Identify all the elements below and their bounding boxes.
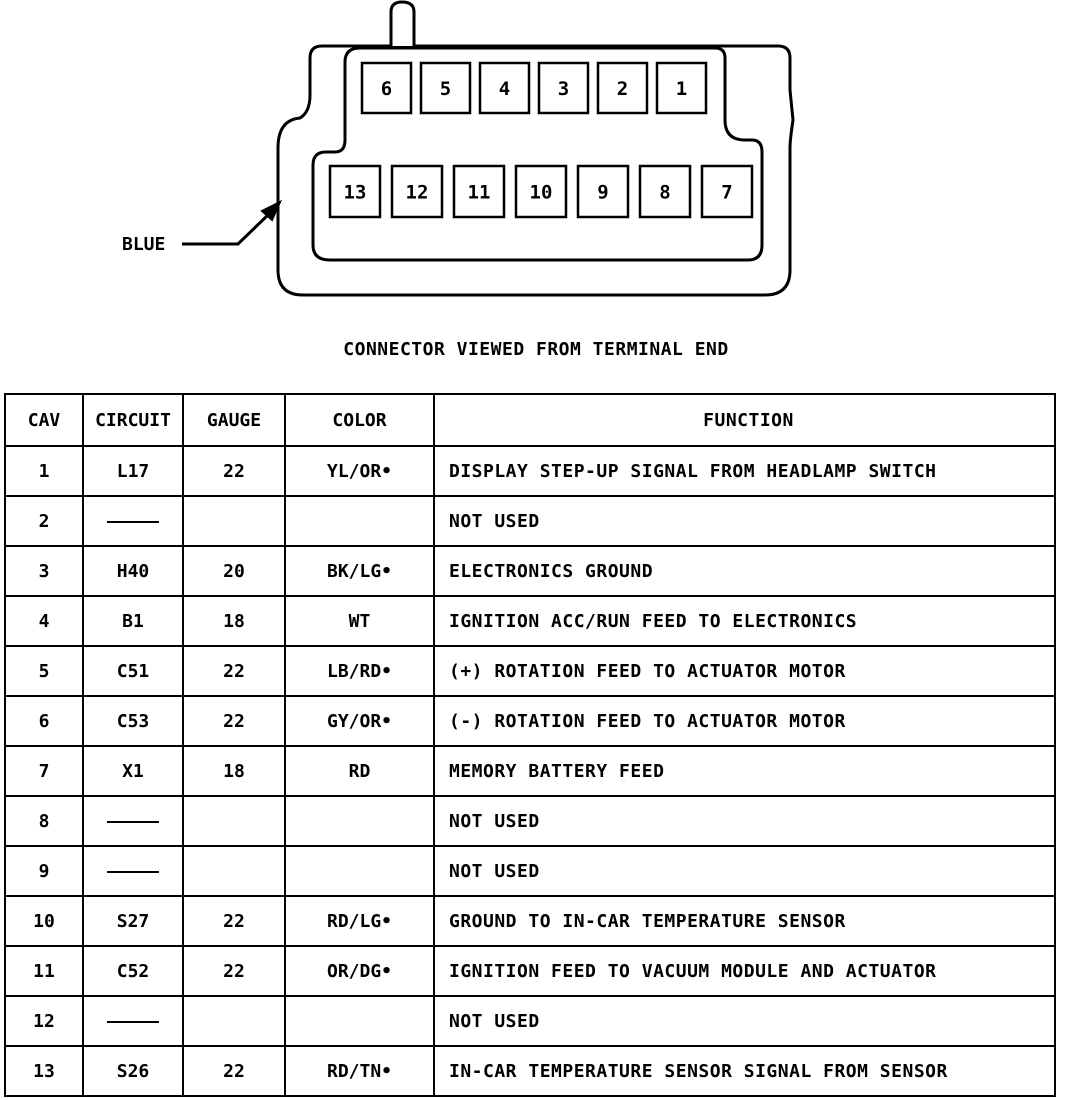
cell-function: (-) ROTATION FEED TO ACTUATOR MOTOR bbox=[434, 696, 1055, 746]
cavity-number-13: 13 bbox=[343, 181, 367, 204]
cell-cav: 1 bbox=[5, 446, 83, 496]
cavity-number-5: 5 bbox=[439, 78, 452, 100]
cell-function: MEMORY BATTERY FEED bbox=[434, 746, 1055, 796]
cavity-number-3: 3 bbox=[557, 78, 570, 100]
cell-gauge bbox=[183, 846, 285, 896]
cell-color bbox=[285, 996, 434, 1046]
cell-function: (+) ROTATION FEED TO ACTUATOR MOTOR bbox=[434, 646, 1055, 696]
table-row bbox=[5, 946, 1055, 996]
cell-circuit: C53 bbox=[83, 696, 183, 746]
cell-gauge: 22 bbox=[183, 946, 285, 996]
table-row bbox=[5, 546, 1055, 596]
cell-cav: 3 bbox=[5, 546, 83, 596]
cell-cav: 2 bbox=[5, 496, 83, 546]
table-row bbox=[5, 446, 1055, 496]
cell-circuit: S27 bbox=[83, 896, 183, 946]
not-used-dash bbox=[107, 871, 159, 873]
not-used-dash bbox=[107, 521, 159, 523]
connector-latch-tab bbox=[391, 2, 414, 46]
cell-color: RD bbox=[285, 746, 434, 796]
cavity-number-6: 6 bbox=[380, 78, 393, 100]
cell-color: RD/LG• bbox=[285, 896, 434, 946]
header-circuit: CIRCUIT bbox=[83, 394, 183, 446]
cell-gauge bbox=[183, 996, 285, 1046]
table-row bbox=[5, 646, 1055, 696]
cell-color bbox=[285, 796, 434, 846]
cell-function: IGNITION FEED TO VACUUM MODULE AND ACTUATOR bbox=[434, 946, 1055, 996]
table-row bbox=[5, 746, 1055, 796]
cell-color: OR/DG• bbox=[285, 946, 434, 996]
cell-function: GROUND TO IN-CAR TEMPERATURE SENSOR bbox=[434, 896, 1055, 946]
not-used-dash bbox=[107, 821, 159, 823]
cell-color: BK/LG• bbox=[285, 546, 434, 596]
cell-cav: 5 bbox=[5, 646, 83, 696]
cell-color bbox=[285, 846, 434, 896]
cell-color: WT bbox=[285, 596, 434, 646]
blue-leader-line bbox=[182, 213, 270, 244]
table-row bbox=[5, 796, 1055, 846]
header-function: FUNCTION bbox=[434, 394, 1055, 446]
connector-diagram bbox=[0, 0, 1072, 310]
cell-cav: 4 bbox=[5, 596, 83, 646]
housing-color-label: BLUE bbox=[122, 234, 166, 255]
cell-cav: 7 bbox=[5, 746, 83, 796]
cavity-number-9: 9 bbox=[597, 181, 609, 204]
cell-color: RD/TN• bbox=[285, 1046, 434, 1096]
table-body bbox=[5, 446, 1055, 1096]
cell-circuit: S26 bbox=[83, 1046, 183, 1096]
cell-circuit bbox=[83, 846, 183, 896]
table-header-row bbox=[5, 394, 1055, 446]
header-gauge: GAUGE bbox=[183, 394, 285, 446]
cell-function: ELECTRONICS GROUND bbox=[434, 546, 1055, 596]
cell-function: IN-CAR TEMPERATURE SENSOR SIGNAL FROM SENSOR bbox=[434, 1046, 1055, 1096]
table-row bbox=[5, 696, 1055, 746]
table-row bbox=[5, 596, 1055, 646]
cavity-number-10: 10 bbox=[529, 181, 553, 204]
connector-housing bbox=[278, 46, 793, 295]
cavity-number-2: 2 bbox=[616, 78, 629, 100]
cell-circuit: C51 bbox=[83, 646, 183, 696]
cell-function: DISPLAY STEP-UP SIGNAL FROM HEADLAMP SWITCH bbox=[434, 446, 1055, 496]
cell-cav: 6 bbox=[5, 696, 83, 746]
cell-gauge: 22 bbox=[183, 696, 285, 746]
cell-circuit: C52 bbox=[83, 946, 183, 996]
bottom-row-cavities bbox=[330, 166, 752, 217]
cell-gauge: 22 bbox=[183, 646, 285, 696]
cell-gauge bbox=[183, 496, 285, 546]
cell-cav: 10 bbox=[5, 896, 83, 946]
cell-circuit bbox=[83, 496, 183, 546]
cell-function: NOT USED bbox=[434, 996, 1055, 1046]
cell-function: NOT USED bbox=[434, 496, 1055, 546]
cavity-number-11: 11 bbox=[467, 181, 491, 204]
table-row bbox=[5, 496, 1055, 546]
cavity-number-7: 7 bbox=[721, 181, 733, 204]
diagram-caption: CONNECTOR VIEWED FROM TERMINAL END bbox=[343, 339, 729, 360]
cell-color: GY/OR• bbox=[285, 696, 434, 746]
table-row bbox=[5, 996, 1055, 1046]
cell-cav: 13 bbox=[5, 1046, 83, 1096]
header-cav: CAV bbox=[5, 394, 83, 446]
cell-gauge: 18 bbox=[183, 596, 285, 646]
cell-circuit bbox=[83, 796, 183, 846]
table-row bbox=[5, 846, 1055, 896]
cell-circuit: B1 bbox=[83, 596, 183, 646]
cell-gauge: 18 bbox=[183, 746, 285, 796]
cavity-number-4: 4 bbox=[498, 78, 511, 100]
cell-circuit: H40 bbox=[83, 546, 183, 596]
cell-cav: 9 bbox=[5, 846, 83, 896]
cell-function: NOT USED bbox=[434, 796, 1055, 846]
table-row bbox=[5, 1046, 1055, 1096]
cell-circuit: X1 bbox=[83, 746, 183, 796]
cell-gauge: 22 bbox=[183, 1046, 285, 1096]
cell-cav: 12 bbox=[5, 996, 83, 1046]
cell-color: YL/OR• bbox=[285, 446, 434, 496]
cell-gauge: 20 bbox=[183, 546, 285, 596]
cell-function: IGNITION ACC/RUN FEED TO ELECTRONICS bbox=[434, 596, 1055, 646]
not-used-dash bbox=[107, 1021, 159, 1023]
cell-gauge: 22 bbox=[183, 446, 285, 496]
cell-function: NOT USED bbox=[434, 846, 1055, 896]
cell-circuit bbox=[83, 996, 183, 1046]
cell-cav: 11 bbox=[5, 946, 83, 996]
cell-color: LB/RD• bbox=[285, 646, 434, 696]
cell-cav: 8 bbox=[5, 796, 83, 846]
cavity-number-1: 1 bbox=[675, 78, 688, 100]
table-row bbox=[5, 896, 1055, 946]
cell-gauge: 22 bbox=[183, 896, 285, 946]
top-row-cavities bbox=[362, 63, 706, 113]
cavity-number-8: 8 bbox=[659, 181, 671, 204]
cell-color bbox=[285, 496, 434, 546]
cell-circuit: L17 bbox=[83, 446, 183, 496]
pinout-table bbox=[4, 393, 1056, 1097]
cell-gauge bbox=[183, 796, 285, 846]
cavity-number-12: 12 bbox=[405, 181, 429, 204]
header-color: COLOR bbox=[285, 394, 434, 446]
